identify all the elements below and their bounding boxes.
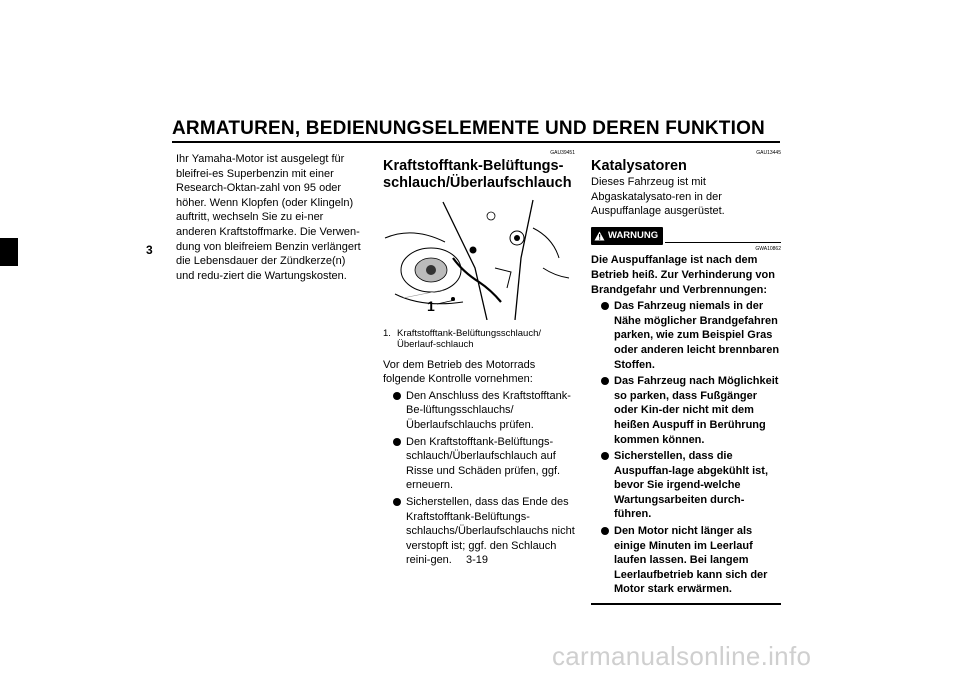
page-number: 3-19 xyxy=(466,554,489,566)
bullet-icon xyxy=(601,452,609,460)
bullet-icon xyxy=(601,377,609,385)
warning-rule xyxy=(665,242,781,243)
bullet-icon xyxy=(393,392,401,400)
warning-text: Die Auspuffanlage ist nach dem Betrieb heiß. Zur Verhinderung von Brandgefahr und Verbrennungen: xyxy=(591,254,775,296)
list-item: Sicherstellen, dass das Ende des Kraftstofftank-Belüftungs-schlauchs/Überlaufschlauchs nicht verstopft ist; ggf. den Schlauch reini-gen. xyxy=(393,495,575,568)
chapter-tab xyxy=(0,238,18,266)
breather-hose-figure xyxy=(383,198,575,320)
list-item: Den Kraftstofftank-Belüftungs-schlauch/Überlaufschlauch auf Risse und Schäden prüfen, ggf. erneuern. xyxy=(393,435,575,493)
heading-line-1: Kraftstofftank-Belüftungs- xyxy=(383,158,564,174)
warning-list xyxy=(591,299,781,597)
list-item: Den Motor nicht länger als einige Minuten im Leerlauf laufen lassen. Bei langem Leerlaufbetrieb kann sich der Motor stark erwärmen. xyxy=(601,524,781,597)
warning-triangle-icon xyxy=(594,231,605,241)
column-3 xyxy=(591,150,781,605)
page-header-title: ARMATUREN, BEDIENUNGSELEMENTE UND DEREN FUNKTION xyxy=(172,118,765,139)
chapter-number: 3 xyxy=(146,243,153,257)
caption-text: Kraftstofftank-Belüftungsschlauch/Überlauf-schlauch xyxy=(397,327,541,350)
warning-end-rule xyxy=(591,603,781,605)
list-item: Das Fahrzeug niemals in der Nähe möglicher Brandgefahren parken, wie zum Beispiel Gras oder anderen leicht brennbaren Stoffen. xyxy=(601,299,781,372)
warning-badge xyxy=(591,227,663,246)
warning-header xyxy=(591,227,781,246)
header-rule xyxy=(172,141,780,143)
warning-code: GWA10862 xyxy=(755,246,781,253)
caption-number: 1. xyxy=(383,327,391,339)
bullet-icon xyxy=(393,438,401,446)
list-item: Sicherstellen, dass die Auspuffan-lage abgekühlt ist, bevor Sie irgend-welche Wartungsarbeiten durch-führen. xyxy=(601,449,781,522)
check-list xyxy=(383,389,575,568)
fuel-paragraph: Ihr Yamaha-Motor ist ausgelegt für bleifrei-es Superbenzin mit einer Research-Oktan-zahl von 95 oder höher. Wenn Klopfen (oder Klingeln) auftritt, wechseln Sie zu ei-ner anderen Kraftstoffmarke. Die Verwen-dung von bleifreiem Benzin verlängert die Lebensdauer der Zündkerze(n) und redu-ziert die Wartungskosten. xyxy=(176,153,361,282)
heading-line-2: schlauch/Überlaufschlauch xyxy=(383,175,572,191)
bullet-icon xyxy=(601,527,609,535)
section-code: GAU13445 xyxy=(756,150,781,156)
figure-caption xyxy=(383,328,575,350)
watermark: carmanualsonline.info xyxy=(552,641,812,671)
section-heading xyxy=(383,158,575,192)
bullet-icon xyxy=(601,302,609,310)
column-1 xyxy=(176,152,366,283)
column-2 xyxy=(383,150,575,570)
list-item: Das Fahrzeug nach Möglichkeit so parken, dass Fußgänger oder Kin-der nicht mit dem heißen Auspuff in Berührung kommen können. xyxy=(601,374,781,447)
warning-label: WARNUNG xyxy=(608,229,659,241)
section-code: GAU39451 xyxy=(550,150,575,156)
check-intro: Vor dem Betrieb des Motorrads folgende Kontrolle vornehmen: xyxy=(383,358,536,386)
list-item: Den Anschluss des Kraftstofftank-Be-lüftungsschlauchs/Überlaufschlauchs prüfen. xyxy=(393,389,575,433)
bullet-icon xyxy=(393,498,401,506)
section-heading: Katalysatoren xyxy=(591,158,687,174)
figure-callout-label: 1 xyxy=(427,298,435,314)
catalyst-intro: Dieses Fahrzeug ist mit Abgaskatalysato-ren in der Auspuffanlage ausgerüstet. xyxy=(591,176,725,218)
